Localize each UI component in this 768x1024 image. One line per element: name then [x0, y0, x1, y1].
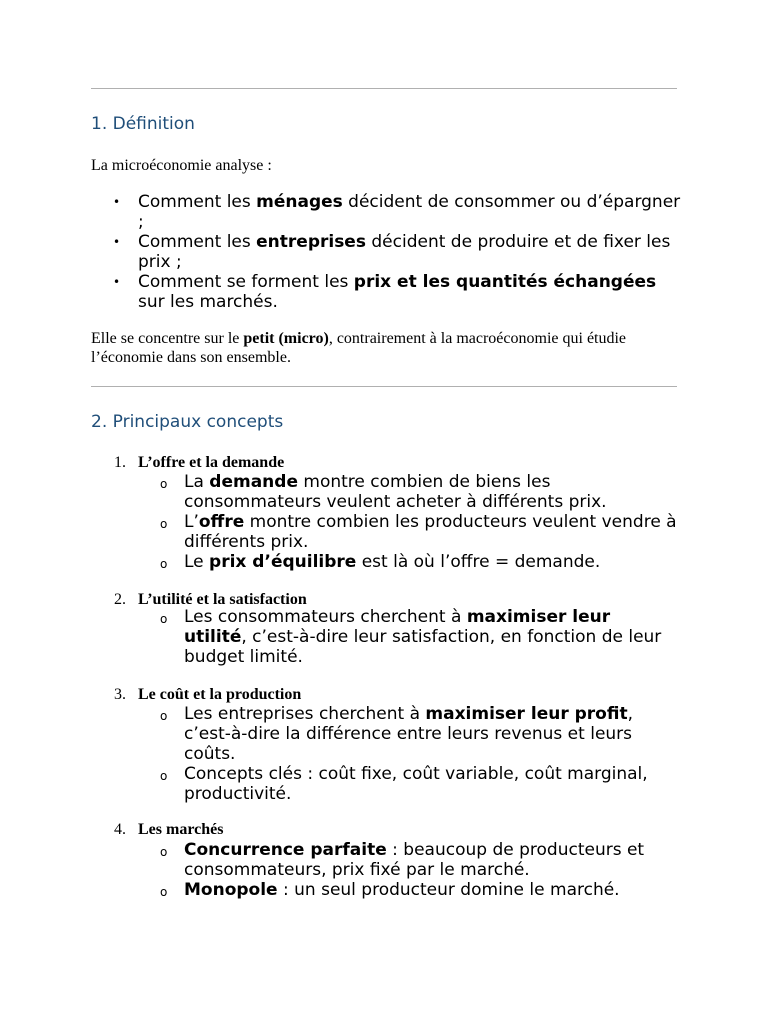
circle-bullet-icon: o [160, 477, 168, 491]
section-1-bullet-list [91, 192, 681, 312]
concept-sub-list [160, 472, 680, 572]
list-item: o Le prix d’équilibre est là où l’offre = demande. [160, 552, 601, 572]
concept-title: 1. L’offre et la demande [114, 454, 285, 471]
section-1-intro: La microéconomie analyse : [91, 157, 272, 174]
circle-bullet-icon: o [160, 557, 168, 571]
bullet-icon: • [113, 235, 121, 249]
list-item: o La demande montre combien de biens les consommateurs veulent acheter à différents prix. [160, 472, 607, 512]
list-item: • Comment se forment les prix et les quantités échangées sur les marchés. [113, 272, 657, 312]
top-divider [91, 88, 677, 89]
concept-sub-list [160, 607, 662, 667]
circle-bullet-icon: o [160, 709, 168, 723]
section-1-heading: 1. Définition [91, 114, 195, 134]
bullet-icon: • [113, 195, 121, 209]
circle-bullet-icon: o [160, 845, 168, 859]
list-item: o Les entreprises cherchent à maximiser leur profit, c’est-à-dire la différence entre leurs revenus et leurs coûts. [160, 704, 633, 764]
list-item: o Monopole : un seul producteur domine le marché. [160, 880, 620, 900]
concept-title: 2. L’utilité et la satisfaction [114, 591, 307, 608]
list-item: o L’offre montre combien les producteurs veulent vendre à différents prix. [160, 512, 677, 552]
circle-bullet-icon: o [160, 885, 168, 899]
concept-title: 4. Les marchés [114, 821, 224, 838]
list-item: o Concepts clés : coût fixe, coût variable, coût marginal, productivité. [160, 764, 648, 804]
list-item: o Concurrence parfaite : beaucoup de producteurs et consommateurs, prix fixé par le marché. [160, 840, 645, 880]
concept-sub-list [160, 840, 684, 900]
section-1-closing: Elle se concentre sur le petit (micro), contrairement à la macroéconomie qui étudie l’économie dans son ensemble. [91, 330, 627, 366]
concept-title: 3. Le coût et la production [114, 686, 302, 703]
circle-bullet-icon: o [160, 517, 168, 531]
list-item: • Comment les entreprises décident de produire et de fixer les prix ; [113, 232, 671, 272]
circle-bullet-icon: o [160, 612, 168, 626]
circle-bullet-icon: o [160, 769, 168, 783]
middle-divider [91, 386, 677, 387]
section-2-heading: 2. Principaux concepts [91, 412, 284, 432]
bullet-icon: • [113, 275, 121, 289]
list-item: o Les consommateurs cherchent à maximiser leur utilité, c’est-à-dire leur satisfaction, en fonction de leur budget limité. [160, 607, 662, 667]
list-item: • Comment les ménages décident de consommer ou d’épargner ; [113, 192, 681, 232]
concept-sub-list [160, 704, 674, 804]
